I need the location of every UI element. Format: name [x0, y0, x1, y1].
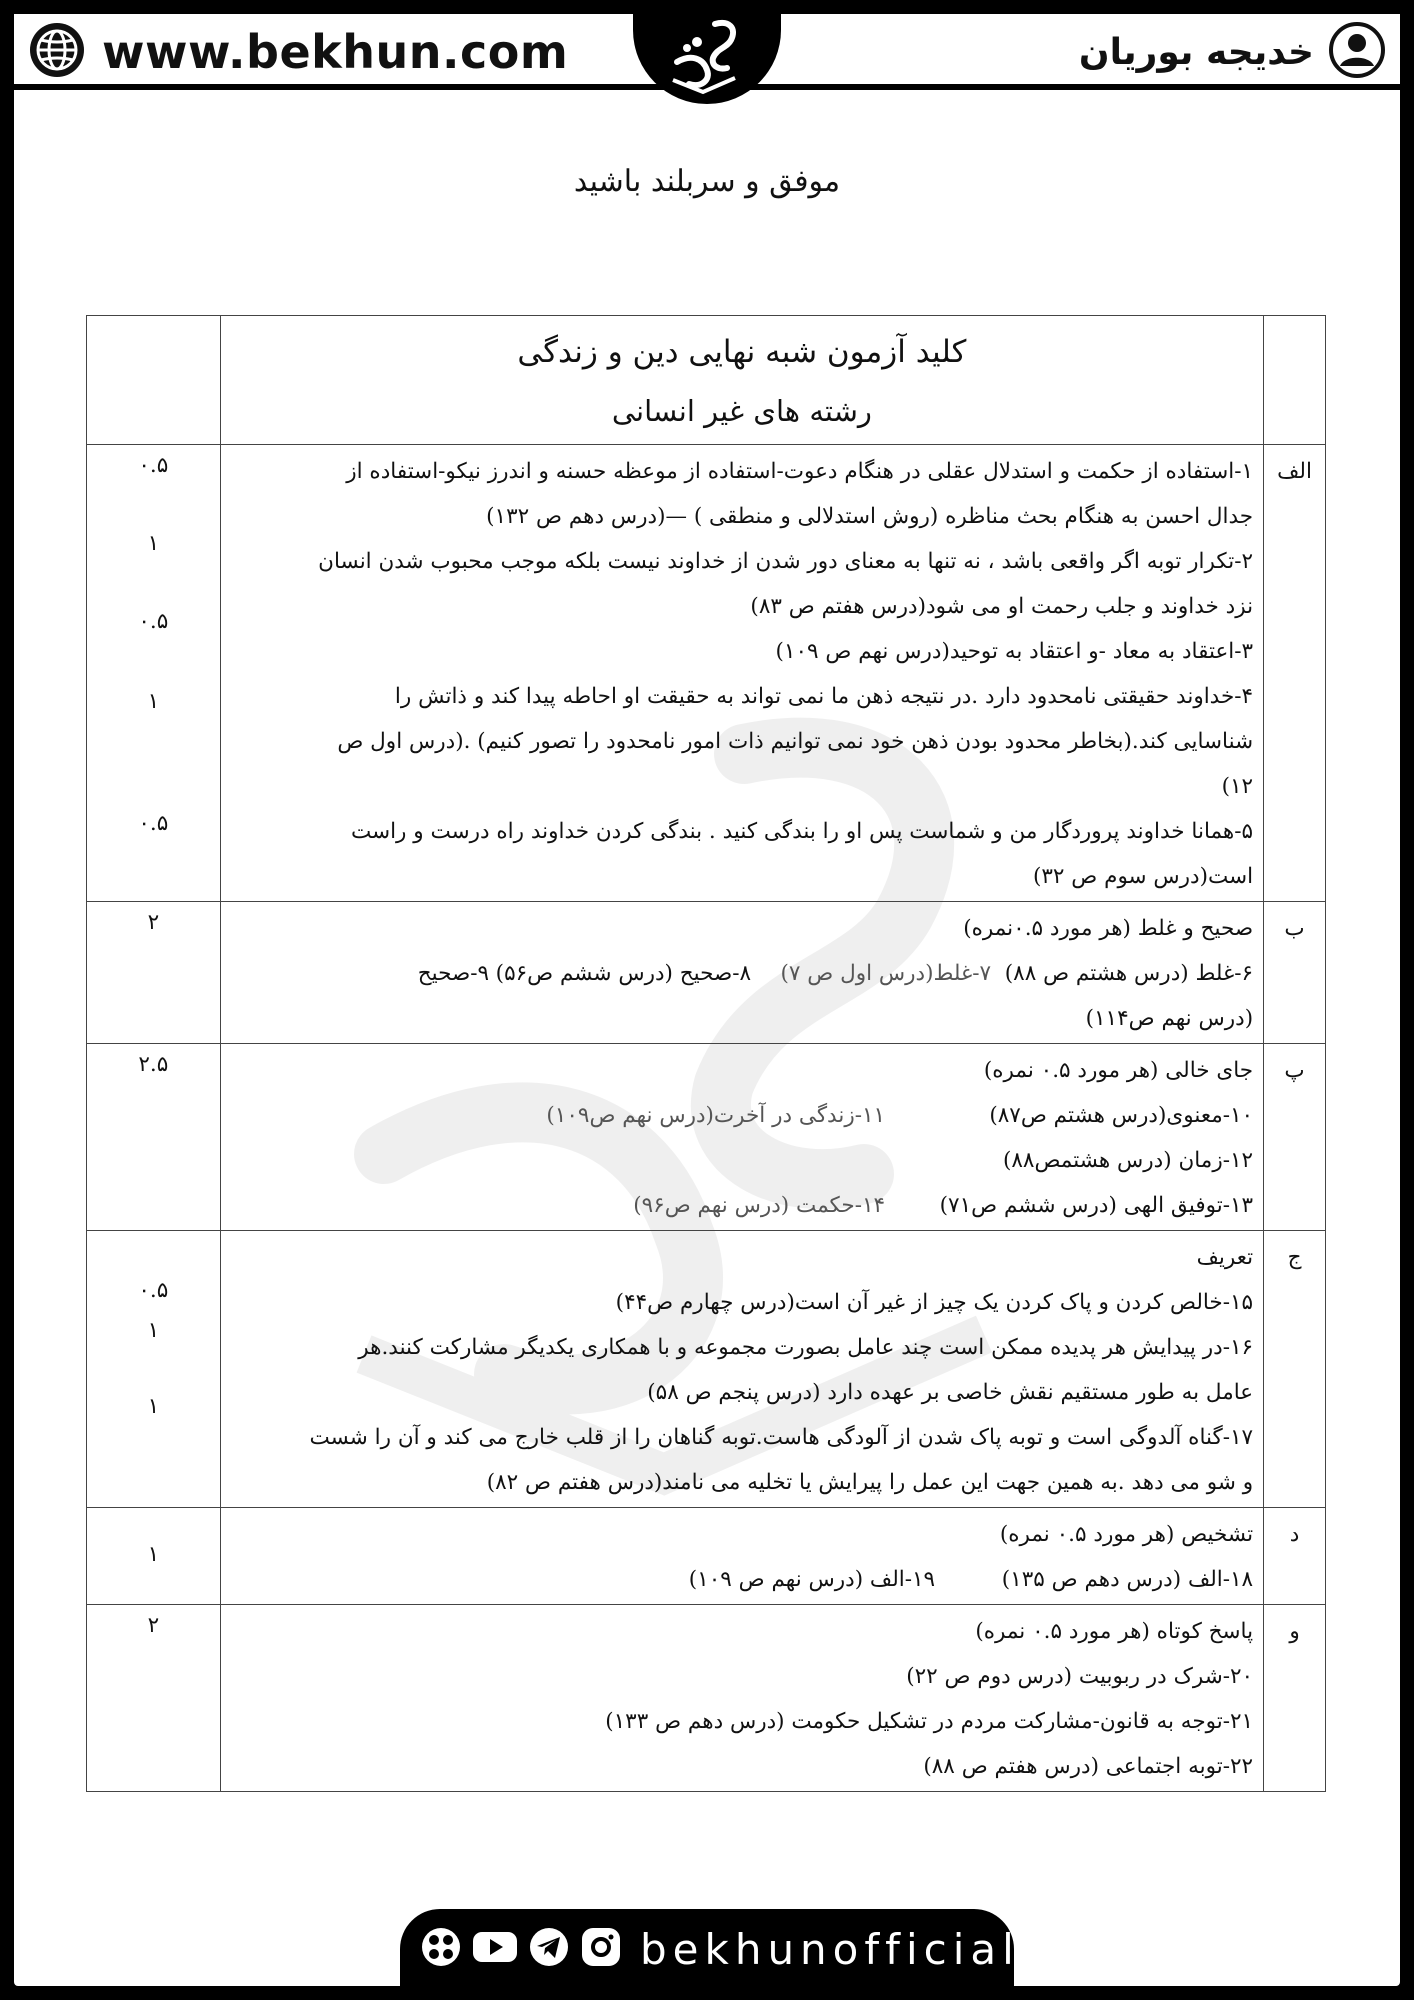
aparat-icon[interactable] [420, 1926, 462, 1972]
score-value: ۱ [147, 689, 160, 714]
score-value: ۱ [147, 1542, 160, 1567]
answer-item: ۱۴-حکمت (درس نهم ص۹۶) [633, 1193, 886, 1218]
section-pe-body [220, 1044, 1263, 1231]
answer-line: عامل به طور مستقیم نقش خاصی بر عهده دارد (درس پنجم ص ۵۸) [647, 1380, 1254, 1405]
answer-line [231, 951, 1253, 996]
table-title-row [87, 316, 1326, 445]
answer-item: ۱۱-زندگی در آخرت(درس نهم ص۱۰۹) [546, 1103, 886, 1128]
answer-line [231, 1183, 1253, 1228]
answer-line: ۵-همانا خداوند پروردگار من و شماست پس او را بندگی کنید . بندگی کردن خداوند راه درست و راست [350, 819, 1254, 844]
section-label: پ [1264, 1044, 1326, 1231]
section-pe-row [87, 1044, 1326, 1231]
answer-item: ۷-غلط(درس اول ص ۷) [780, 961, 992, 986]
section-label: ج [1264, 1231, 1326, 1508]
answer-item: ۱۹-الف (درس نهم ص ۱۰۹) [688, 1567, 936, 1592]
answer-line: ۱-استفاده از حکمت و استدلال عقلی در هنگام دعوت-استفاده از موعظه حسنه و اندرز نیکو-استفاده از [346, 459, 1254, 484]
section-alef-body [220, 445, 1263, 902]
answer-line: و شو می دهد .به همین جهت این عمل را پیرایش یا تخلیه می نامند(درس هفتم ص ۸۲) [486, 1470, 1254, 1495]
document-page [14, 14, 1400, 1986]
score-value: ۱ [147, 1394, 160, 1419]
answer-item: ۶-غلط (درس هشتم ص ۸۸) [1004, 961, 1254, 986]
website-link[interactable] [28, 22, 568, 82]
user-circle-icon [1328, 21, 1386, 83]
section-heading: پاسخ کوتاه (هر مورد ۰.۵ نمره) [975, 1619, 1254, 1644]
section-alef-scores [87, 445, 221, 902]
answer-line [231, 1557, 1253, 1602]
score-value: ۱ [147, 531, 160, 556]
answer-item: ۸-صحیح (درس ششم ص۵۶) [495, 961, 752, 986]
telegram-icon[interactable] [528, 1926, 570, 1972]
youtube-icon[interactable] [472, 1929, 518, 1969]
table-title-line1: کلید آزمون شبه نهایی دین و زندگی [517, 334, 967, 370]
table-title [220, 316, 1263, 445]
answer-line: ۱۷-گناه آلدوگی است و توبه پاک شدن از آلودگی هاست.توبه گناهان را از قلب خارج می کند و آن را شست [309, 1425, 1254, 1450]
answer-line: ۳-اعتقاد به معاد -و اعتقاد به توحید(درس نهم ص ۱۰۹) [775, 639, 1254, 664]
header-bar [14, 14, 1400, 90]
score-value: ۲ [147, 1613, 160, 1638]
section-be-row [87, 902, 1326, 1044]
answer-line: ۲۲-توبه اجتماعی (درس هفتم ص ۸۸) [923, 1754, 1254, 1779]
section-heading: صحیح و غلط (هر مورد ۰.۵نمره) [963, 916, 1254, 941]
score-value: ۰.۵ [138, 609, 169, 634]
section-alef-row [87, 445, 1326, 902]
answer-line: (درس نهم ص۱۱۴) [1085, 1006, 1254, 1031]
bekhun-logo [633, 0, 781, 104]
social-handle[interactable]: bekhunofficial [640, 1924, 1020, 1974]
answer-line [231, 1138, 1253, 1183]
answer-line: نزد خداوند و جلب رحمت او می شود(درس هفتم ص ۸۳) [750, 594, 1254, 619]
answer-line: جدال احسن به هنگام بحث مناظره (روش استدلالی و منطقی ) —(درس دهم ص ۱۳۲) [486, 504, 1254, 529]
answer-line: ۱۶-در پیدایش هر پدیده ممکن است چند عامل بصورت مجموعه و با همکاری یکدیگر مشارکت کنند.هر [358, 1335, 1254, 1360]
answer-line: است(درس سوم ص ۳۲) [1032, 864, 1254, 889]
answer-line: ۱۲) [1221, 774, 1254, 799]
social-icons [420, 1926, 632, 1972]
score-value: ۰.۵ [138, 1278, 169, 1303]
section-be-body [220, 902, 1263, 1044]
section-jim-row [87, 1231, 1326, 1508]
score-value: ۱ [147, 1318, 160, 1343]
section-label: و [1264, 1605, 1326, 1792]
score-value: ۲.۵ [138, 1052, 169, 1077]
answer-item: ۱۸-الف (درس دهم ص ۱۳۵) [1001, 1567, 1254, 1592]
globe-icon [28, 21, 86, 83]
section-vav-body [220, 1605, 1263, 1792]
answer-item: ۱۲-زمان (درس هشتمص۸۸) [1002, 1148, 1254, 1173]
section-dal-body [220, 1508, 1263, 1605]
section-label: د [1264, 1508, 1326, 1605]
answer-line: ۱۵-خالص کردن و پاک کردن یک چیز از غیر آن است(درس چهارم ص۴۴) [615, 1290, 1254, 1315]
answer-line: ۲۰-شرک در ربوبیت (درس دوم ص ۲۲) [906, 1664, 1254, 1689]
table-title-line2: رشته های غیر انسانی [611, 394, 872, 428]
answer-line: ۴-خداوند حقیقتی نامحدود دارد .در نتیجه ذهن ما نمی تواند به حقیقت او احاطه پیدا کند و ذاتش را [394, 684, 1254, 709]
section-vav-row [87, 1605, 1326, 1792]
answer-item: ۱۰-معنوی(درس هشتم ص۸۷) [989, 1103, 1254, 1128]
answer-line [231, 1093, 1253, 1138]
section-heading: تشخیص (هر مورد ۰.۵ نمره) [999, 1522, 1254, 1547]
answer-item: ۱۳-توفیق الهی (درس ششم ص۷۱) [939, 1193, 1254, 1218]
score-value: ۰.۵ [138, 453, 169, 478]
section-label: ب [1264, 902, 1326, 1044]
section-heading: تعریف [1196, 1245, 1254, 1270]
social-bar [400, 1909, 1020, 1989]
score-value: ۰.۵ [138, 811, 169, 836]
answer-item: ۹-صحیح [417, 961, 490, 986]
section-jim-body [220, 1231, 1263, 1508]
answer-line: ۲۱-توجه به قانون-مشارکت مردم در تشکیل حکومت (درس دهم ص ۱۳۳) [605, 1709, 1254, 1734]
score-value: ۲ [147, 910, 160, 935]
section-dal-row [87, 1508, 1326, 1605]
author-badge [1079, 22, 1386, 82]
answer-key-table [86, 315, 1326, 1792]
answer-line: شناسایی کند.(بخاطر محدود بودن ذهن خود نمی توانیم ذات امور نامحدود را تصور کنیم) .(درس اول ص [337, 729, 1254, 754]
section-heading: جای خالی (هر مورد ۰.۵ نمره) [983, 1058, 1254, 1083]
instagram-icon[interactable] [580, 1926, 622, 1972]
greeting-text: موفق و سربلند باشید [573, 164, 841, 199]
section-label: الف [1264, 445, 1326, 902]
author-name: خدیجه بوریان [1078, 31, 1314, 73]
website-url[interactable]: www.bekhun.com [102, 25, 569, 79]
answer-line: ۲-تکرار توبه اگر واقعی باشد ، نه تنها به معنای دور شدن از خداوند نیست بلکه موجب محبوب شدن انسان [318, 549, 1254, 574]
